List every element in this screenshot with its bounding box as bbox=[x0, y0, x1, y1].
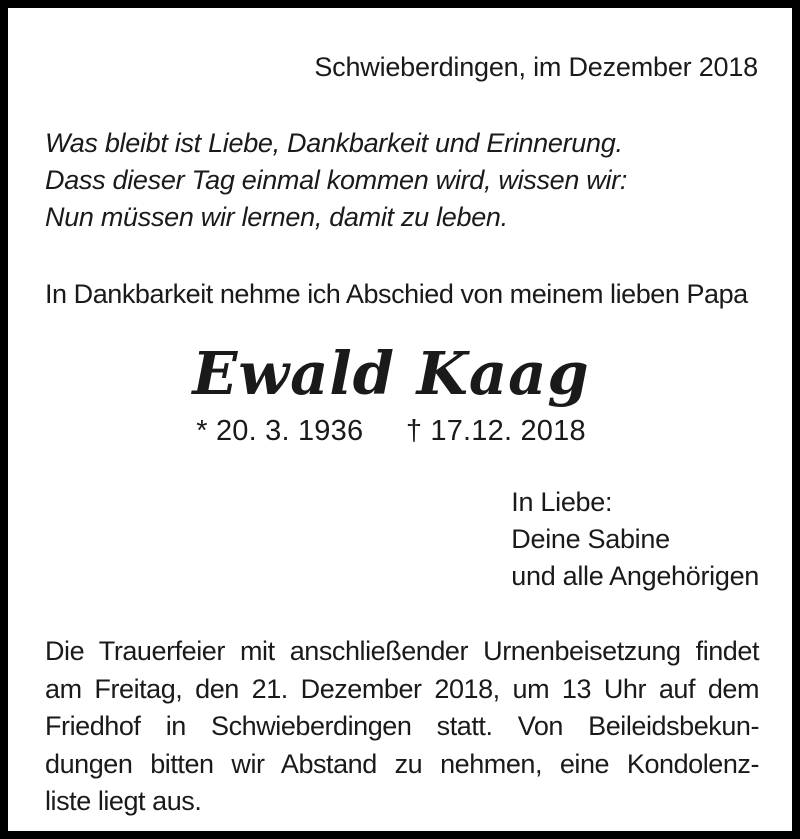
closing-line-1: Die Trauerfeier mit anschließender Urnenbeisetzung findet bbox=[45, 636, 759, 666]
deceased-name: Ewald Kaag bbox=[192, 339, 590, 408]
survivors-line-2: Deine Sabine bbox=[511, 524, 670, 554]
funeral-details bbox=[45, 633, 759, 821]
birth-date: * 20. 3. 1936 bbox=[196, 415, 364, 447]
survivors-block bbox=[45, 484, 759, 595]
survivors-line-1: In Liebe: bbox=[511, 487, 613, 517]
deceased-name-block bbox=[45, 341, 759, 407]
closing-line-5: liste liegt aus. bbox=[45, 786, 202, 816]
closing-line-3: Friedhof in Schwieberdingen statt. Von Beileidsbekun- bbox=[45, 711, 759, 741]
closing-line-4: dungen bitten wir Abstand zu nehmen, eine Kondolenz- bbox=[45, 748, 759, 779]
notice-content bbox=[8, 8, 792, 831]
memorial-verse bbox=[45, 125, 759, 236]
life-dates bbox=[45, 413, 759, 449]
death-date: † 17.12. 2018 bbox=[405, 415, 586, 447]
survivors-line-3: und alle Angehörigen bbox=[511, 561, 759, 591]
verse-line-2: Dass dieser Tag einmal kommen wird, wissen wir: bbox=[45, 165, 628, 195]
closing-line-2: am Freitag, den 21. Dezember 2018, um 13 Uhr auf dem bbox=[45, 673, 759, 704]
survivors-inner bbox=[511, 484, 759, 595]
place-and-date: Schwieberdingen, im Dezember 2018 bbox=[314, 52, 758, 82]
verse-line-1: Was bleibt ist Liebe, Dankbarkeit und Erinnerung. bbox=[45, 128, 623, 158]
verse-line-3: Nun müssen wir lernen, damit zu leben. bbox=[45, 202, 508, 232]
dedication-text: In Dankbarkeit nehme ich Abschied von meinem lieben Papa bbox=[45, 279, 748, 309]
